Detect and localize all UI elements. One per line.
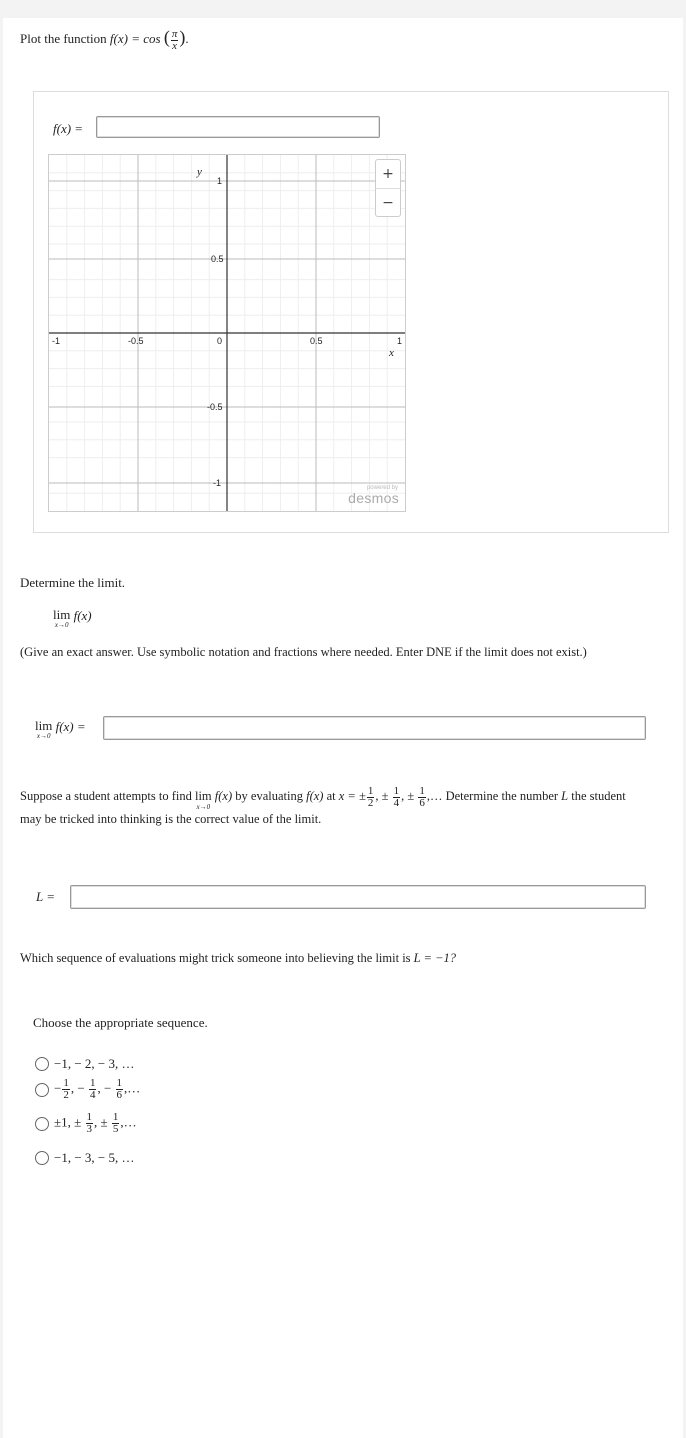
option-1-radio[interactable]: [35, 1057, 49, 1071]
limit-answer-label-text: f(x) =: [55, 719, 86, 734]
x-axis-label: x: [389, 347, 394, 359]
y-tick-neg1: -1: [213, 478, 222, 488]
limit-answer-input[interactable]: [103, 716, 646, 740]
L-answer-input[interactable]: [70, 885, 646, 909]
graph-canvas[interactable]: [48, 154, 406, 512]
paren-open: (: [163, 27, 170, 47]
option-1-label: −1, − 2, − 3, …: [54, 1056, 135, 1071]
student-statement-line2: may be tricked into thinking is the correct value of the limit.: [20, 812, 322, 826]
student-statement-line1: Suppose a student attempts to find lim x→0 f(x) by evaluating f(x) at x = ± $\frac{1}{2}$ , ± $\frac{1}{4}$ , ± $\frac{1}{6}$ ,… Determine the number L the student: [20, 784, 626, 811]
sequence-question: Which sequence of evaluations might trick someone into believing the limit is L = −1?: [20, 951, 457, 965]
powered-by-text: powered by: [366, 485, 398, 491]
option-1[interactable]: [35, 1056, 135, 1072]
option-2[interactable]: [35, 1078, 140, 1101]
graph-grid: [49, 155, 405, 511]
lim-word: lim: [53, 607, 71, 622]
option-3-radio[interactable]: [35, 1117, 49, 1131]
limit-expression: [53, 608, 92, 629]
option-3[interactable]: [35, 1112, 137, 1135]
option-2-label: − $\frac{1}{2}$ , − $\frac{1}{4}$ , − $\frac{1}{6}$ ,…: [54, 1077, 141, 1101]
sequence-prompt: Choose the appropriate sequence.: [33, 1015, 208, 1030]
limit-heading: Determine the limit.: [20, 575, 126, 590]
graph-function-input[interactable]: [96, 116, 380, 138]
problem-statement: Plot the function f(x) = cos ( $\frac{\pi}{x}$ ).: [20, 27, 189, 52]
fraction-one-half: $\frac{1}{2}$: [367, 784, 374, 809]
function-expression: f(x) = cos: [109, 31, 161, 46]
option-4[interactable]: [35, 1150, 135, 1166]
zoom-controls: [375, 159, 401, 217]
desmos-logo[interactable]: desmos: [348, 490, 399, 506]
limit-answer-label: lim x→0 f(x) =: [35, 718, 86, 740]
graph-input-label: f(x) =: [53, 121, 84, 136]
desmos-graph-widget: [33, 91, 669, 533]
L-answer-label: L =: [36, 889, 56, 904]
x-tick-neg0_5: -0.5: [128, 336, 144, 346]
x-tick-neg1: -1: [52, 336, 61, 346]
paren-close: ): [179, 27, 186, 47]
zoom-in-button[interactable]: +: [382, 166, 394, 182]
y-tick-1: 1: [217, 176, 223, 186]
y-tick-0_5: 0.5: [211, 254, 224, 264]
option-3-label: ±1, ± $\frac{1}{3}$ , ± $\frac{1}{5}$ ,…: [54, 1111, 137, 1135]
option-4-label: −1, − 3, − 5, …: [54, 1150, 135, 1165]
limit-instructions: (Give an exact answer. Use symbolic notation and fractions where needed. Enter DNE if the limit does not exist.): [20, 645, 587, 659]
x-tick-1: 1: [397, 336, 403, 346]
problem-intro: Plot the function: [20, 31, 107, 46]
fraction-one-quarter: $\frac{1}{4}$: [393, 784, 400, 809]
x-tick-0_5: 0.5: [310, 336, 323, 346]
option-2-radio[interactable]: [35, 1083, 49, 1097]
zoom-out-button[interactable]: −: [376, 188, 400, 217]
pi-over-x: $\frac{\pi}{x}$: [171, 27, 178, 52]
option-4-radio[interactable]: [35, 1151, 49, 1165]
y-axis-label: y: [197, 166, 202, 178]
lim-subscript: x→0: [54, 621, 69, 629]
x-tick-0: 0: [217, 336, 223, 346]
question-page: [3, 18, 683, 1438]
lim-function: f(x): [73, 608, 92, 623]
fraction-one-sixth: $\frac{1}{6}$: [419, 784, 425, 809]
y-tick-neg0_5: -0.5: [207, 402, 223, 412]
